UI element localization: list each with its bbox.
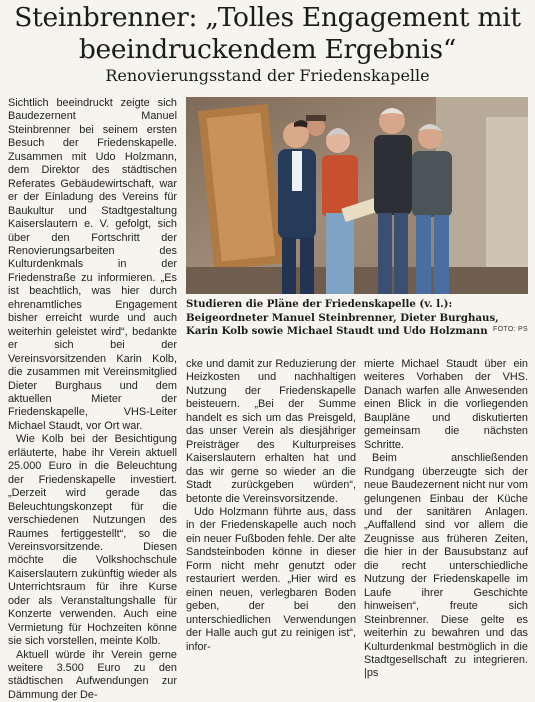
headline-line-1: Steinbrenner: „Tolles Engagement mit <box>14 2 521 33</box>
paragraph: Sichtlich beeindruckt zeigte sich Baudezernent Manuel Steinbrenner bei seinem ersten Besuch der Friedenskapelle. Zusammen mit Udo Holzmann, dem Direktor des städtischen Referates Gebäudewirtschaft, war er der Einladung des Vereins für Baukultur und Stadtgestaltung Kaiserslautern e. V. gefolgt, sich über den Fortschritt der Renovierungsarbeiten des Kulturdenkmals in der Friedenstraße zu informieren. „Es ist beachtlich, was hier durch ehrenamtliches Engagement bisher erreicht wurde und auch weiterhin geleistet wird“, bedankte er sich bei der Vereinsvorsitzenden Karin Kolb, die zusammen mit Vereinsmitglied Dieter Burghaus und dem aktuellen Mieter der Friedenskapelle, VHS-Leiter Michael Staudt, vor Ort war. <box>8 97 177 432</box>
article-subheadline: Renovierungsstand der Friedenskapelle <box>105 66 430 85</box>
article-column-3 <box>364 358 528 681</box>
article-headline <box>0 2 535 66</box>
paragraph: Wie Kolb bei der Besichtigung erläuterte, habe ihr Verein aktuell 25.000 Euro in die Beleuchtung der Friedenskapelle investiert. „Derzeit wird gerade das Beleuchtungskonzept für die verschiedenen Nutzungen des Raumes fertiggestellt“, so die Vereinsvorsitzende. Diesen möchte die Volkshochschule Kaiserslautern zukünftig wieder als Unterrichtsraum für ihre Kurse oder als Veranstaltungshalle für Konzerte verwenden. Auch eine Vermietung für Hochzeiten könne sie sich vorstellen, meinte Kolb. <box>8 433 177 648</box>
paragraph: Udo Holzmann führte aus, dass in der Friedenskapelle auch noch ein neuer Fußboden fehle. Der alte Sandsteinboden könne in dieser Form nicht mehr genutzt oder restauriert werden. „Hier wird es einen neuen, verlegbaren Boden geben, der bei den unterschiedlichen Verwendungen der Halle auch gut zu reinigen ist“, infor- <box>186 505 356 653</box>
photo-illustration <box>186 97 528 294</box>
paragraph: Beim anschließenden Rundgang überzeugte sich der neue Baudezernent nicht nur vom gelungenen Einbau der Küche und der sanitären Anlagen. „Auffallend sind vor allem die Zeugnisse aus früheren Zeiten, die hier in der Bausubstanz auf die recht unterschiedliche Nutzung der Friedenskapelle im Laufe ihrer Geschichte hinweisen“, freute sich Steinbrenner. Diese gelte es weiterhin zu bewahren und das Kulturdenkmal bestmöglich in die Stadtgesellschaft zu integrieren. |ps <box>364 452 528 680</box>
paragraph: mierte Michael Staudt über ein weiteres Vorhaben der VHS. Danach warfen alle Anwesenden einen Blick in die vorliegenden Baupläne und diskutierten gemeinsam die nächsten Schritte. <box>364 358 528 451</box>
article-photo <box>186 97 528 294</box>
paragraph: cke und damit zur Reduzierung der Heizkosten und nachhaltigen Nutzung der Friedenskapelle beisteuern. „Bei der Summe handelt es sich um das Preisgeld, das unser Verein als diesjähriger Preisträger des Kulturpreises Kaiserslautern erhalten hat und das wir gerne so wieder an die Stadt zurückgeben würden“, betonte die Vereinsvorsitzende. <box>186 358 356 505</box>
photo-caption: Studieren die Pläne der Friedenskapelle (v. l.): Beigeordneter Manuel Steinbrenner, Dieter Burghaus, Karin Kolb sowie Michael Staudt und Udo Holzmann <box>186 298 499 337</box>
article-column-2 <box>186 358 356 654</box>
article-column-1 <box>8 97 177 702</box>
headline-line-2: beeindruckendem Ergebnis“ <box>78 34 457 65</box>
photo-credit: FOTO: PS <box>493 326 528 333</box>
paragraph: Aktuell würde ihr Verein gerne weitere 3.500 Euro zu den städtischen Aufwendungen zur Dämmung der De- <box>8 648 177 701</box>
